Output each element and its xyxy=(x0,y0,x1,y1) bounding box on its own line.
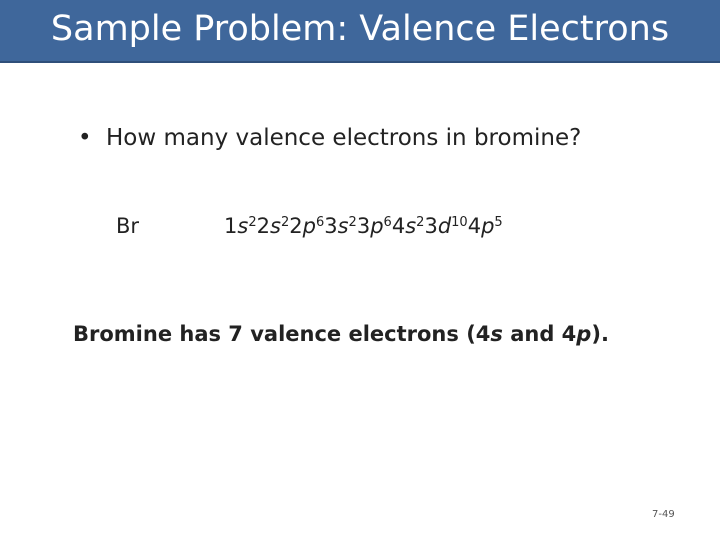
config-exponent: 2 xyxy=(416,215,425,230)
config-exponent: 6 xyxy=(383,215,392,230)
config-exponent: 10 xyxy=(451,215,468,230)
config-orbital: d xyxy=(437,214,452,238)
config-coefficient: 4 xyxy=(391,214,406,238)
config-coefficient: 2 xyxy=(289,214,303,238)
config-coefficient: 1 xyxy=(224,214,238,238)
config-term xyxy=(424,214,467,238)
element-symbol: Br xyxy=(116,214,140,238)
electron-configuration xyxy=(224,211,503,241)
config-exponent: 5 xyxy=(494,215,503,230)
config-term xyxy=(324,214,357,238)
question-text: How many valence electrons in bromine? xyxy=(106,125,582,151)
answer-prefix: Bromine has 7 valence electrons (4 xyxy=(73,322,491,346)
config-coefficient: 3 xyxy=(424,214,438,238)
answer-middle: and 4 xyxy=(502,322,577,346)
config-term xyxy=(257,214,290,238)
config-exponent: 2 xyxy=(280,215,290,230)
config-orbital: p xyxy=(302,214,316,238)
config-coefficient: 3 xyxy=(356,214,371,238)
bullet-marker: • xyxy=(78,125,92,151)
config-orbital: p xyxy=(370,214,384,238)
config-coefficient: 3 xyxy=(324,214,338,238)
title-bar xyxy=(0,0,720,63)
answer-orbital-p: p xyxy=(576,322,592,346)
config-orbital: s xyxy=(337,214,349,238)
config-term xyxy=(289,214,324,238)
question-bullet xyxy=(78,122,581,154)
config-term xyxy=(357,214,392,238)
config-exponent: 2 xyxy=(348,215,357,230)
config-term xyxy=(468,214,503,238)
config-term xyxy=(224,214,257,238)
config-orbital: s xyxy=(237,214,249,238)
page-number: 7-49 xyxy=(652,509,675,520)
slide-title: Sample Problem: Valence Electrons xyxy=(50,9,670,49)
answer-suffix: ). xyxy=(591,322,609,346)
config-term xyxy=(392,214,425,238)
answer-orbital-s: s xyxy=(490,322,503,346)
answer-text xyxy=(73,319,609,349)
config-orbital: s xyxy=(269,214,281,238)
config-coefficient: 2 xyxy=(256,214,270,238)
config-orbital: s xyxy=(405,214,417,238)
config-exponent: 2 xyxy=(248,215,257,230)
config-exponent: 6 xyxy=(315,215,325,230)
config-coefficient: 4 xyxy=(467,214,482,238)
config-orbital: p xyxy=(481,214,495,238)
